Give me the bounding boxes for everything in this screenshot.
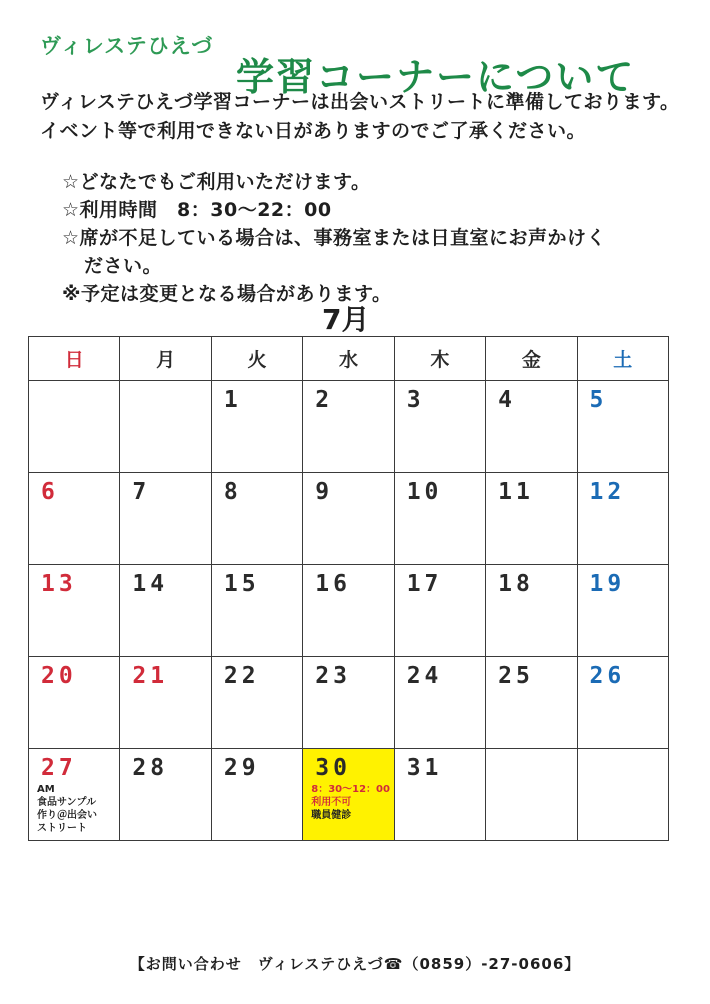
month-label: 7月 xyxy=(322,303,370,336)
day-cell xyxy=(303,381,394,473)
event-line: ストリート xyxy=(37,823,87,834)
day-number: 26 xyxy=(589,663,626,689)
day-number xyxy=(578,749,668,755)
event-line: AM xyxy=(37,784,55,795)
weekday-fri: 金 xyxy=(486,337,577,381)
day-number: 7 xyxy=(132,479,151,505)
day-cell xyxy=(577,749,668,841)
weekday-sat: 土 xyxy=(577,337,668,381)
day-cell xyxy=(29,473,120,565)
day-number: 29 xyxy=(223,755,260,781)
day-cell xyxy=(303,473,394,565)
day-cell xyxy=(120,749,211,841)
weekday-tue: 火 xyxy=(211,337,302,381)
day-cell xyxy=(120,381,211,473)
day-number: 13 xyxy=(41,571,77,597)
calendar xyxy=(28,336,669,841)
day-number xyxy=(29,381,119,387)
day-cell xyxy=(486,565,577,657)
event-note-27 xyxy=(29,781,119,835)
day-cell xyxy=(394,749,485,841)
day-number: 30 xyxy=(315,755,351,781)
day-cell xyxy=(486,749,577,841)
day-cell xyxy=(211,565,302,657)
day-number: 28 xyxy=(132,755,169,781)
page-title: 学習コーナーについて xyxy=(236,55,636,99)
day-number: 14 xyxy=(132,571,169,597)
day-number: 4 xyxy=(498,387,516,413)
day-cell xyxy=(394,473,485,565)
day-number xyxy=(486,749,576,755)
day-number: 2 xyxy=(315,387,334,413)
day-cell xyxy=(211,657,302,749)
day-cell-27 xyxy=(29,749,120,841)
day-cell xyxy=(486,657,577,749)
day-cell xyxy=(120,565,211,657)
day-number: 8 xyxy=(223,479,242,505)
event-status: 利用不可 xyxy=(311,797,352,808)
day-cell xyxy=(577,381,668,473)
day-cell xyxy=(211,381,302,473)
weekday-thu: 木 xyxy=(394,337,485,381)
day-number: 17 xyxy=(406,571,443,597)
weekday-mon: 月 xyxy=(120,337,211,381)
day-number: 18 xyxy=(498,571,534,597)
day-number: 12 xyxy=(589,479,626,505)
day-number: 20 xyxy=(41,663,77,689)
day-cell-30-unavailable xyxy=(303,749,394,841)
event-time: 8：30～12：00 xyxy=(311,784,390,795)
day-number: 1 xyxy=(223,387,242,413)
calendar-week xyxy=(29,565,669,657)
day-number: 22 xyxy=(223,663,260,689)
day-number: 21 xyxy=(132,663,169,689)
day-number: 25 xyxy=(498,663,534,689)
day-cell xyxy=(394,565,485,657)
note-item: ☆利用時間 8：30～22：00 xyxy=(62,199,332,221)
day-cell xyxy=(577,565,668,657)
event-line: 作り＠出会い xyxy=(37,810,97,821)
day-number: 3 xyxy=(406,387,425,413)
note-item: ☆席が不足している場合は、事務室または日直室にお声かけく xyxy=(62,227,607,249)
day-cell xyxy=(394,381,485,473)
event-note-30 xyxy=(303,781,393,822)
day-cell xyxy=(486,381,577,473)
event-reason: 職員健診 xyxy=(311,810,352,821)
day-number: 9 xyxy=(315,479,334,505)
event-line: 食品サンプル xyxy=(37,797,97,808)
day-number: 16 xyxy=(315,571,351,597)
day-cell xyxy=(211,473,302,565)
day-cell xyxy=(29,381,120,473)
day-cell xyxy=(29,657,120,749)
day-cell xyxy=(486,473,577,565)
day-cell xyxy=(303,657,394,749)
day-number xyxy=(120,381,210,387)
day-number: 19 xyxy=(589,571,626,597)
day-number: 24 xyxy=(406,663,443,689)
notes-list xyxy=(62,168,682,308)
day-number: 23 xyxy=(315,663,351,689)
calendar-week xyxy=(29,657,669,749)
day-cell xyxy=(120,657,211,749)
intro-text: ヴィレステひえづ学習コーナーは出会いストリートに準備しております。イベント等で利用できない日がありますのでご了承ください。 xyxy=(40,91,680,142)
day-number: 27 xyxy=(41,755,77,781)
weekday-sun: 日 xyxy=(29,337,120,381)
day-cell xyxy=(120,473,211,565)
day-number: 11 xyxy=(498,479,534,505)
day-cell xyxy=(211,749,302,841)
day-cell xyxy=(394,657,485,749)
weekday-header-row xyxy=(29,337,669,381)
day-cell xyxy=(303,565,394,657)
org-name: ヴィレステひえづ xyxy=(40,34,214,58)
calendar-week xyxy=(29,749,669,841)
day-number: 10 xyxy=(406,479,443,505)
day-cell xyxy=(577,657,668,749)
day-cell xyxy=(29,565,120,657)
day-number: 5 xyxy=(589,387,608,413)
calendar-week xyxy=(29,381,669,473)
day-number: 31 xyxy=(406,755,443,781)
day-number: 15 xyxy=(223,571,260,597)
day-number: 6 xyxy=(41,479,59,505)
day-cell xyxy=(577,473,668,565)
note-item: ※予定は変更となる場合があります。 xyxy=(62,283,392,305)
calendar-week xyxy=(29,473,669,565)
note-item: ☆どなたでもご利用いただけます。 xyxy=(62,171,371,193)
note-item: ださい。 xyxy=(84,255,163,277)
contact-footer: 【お問い合わせ ヴィレステひえづ☎（0859）-27-0606】 xyxy=(129,955,581,973)
weekday-wed: 水 xyxy=(303,337,394,381)
